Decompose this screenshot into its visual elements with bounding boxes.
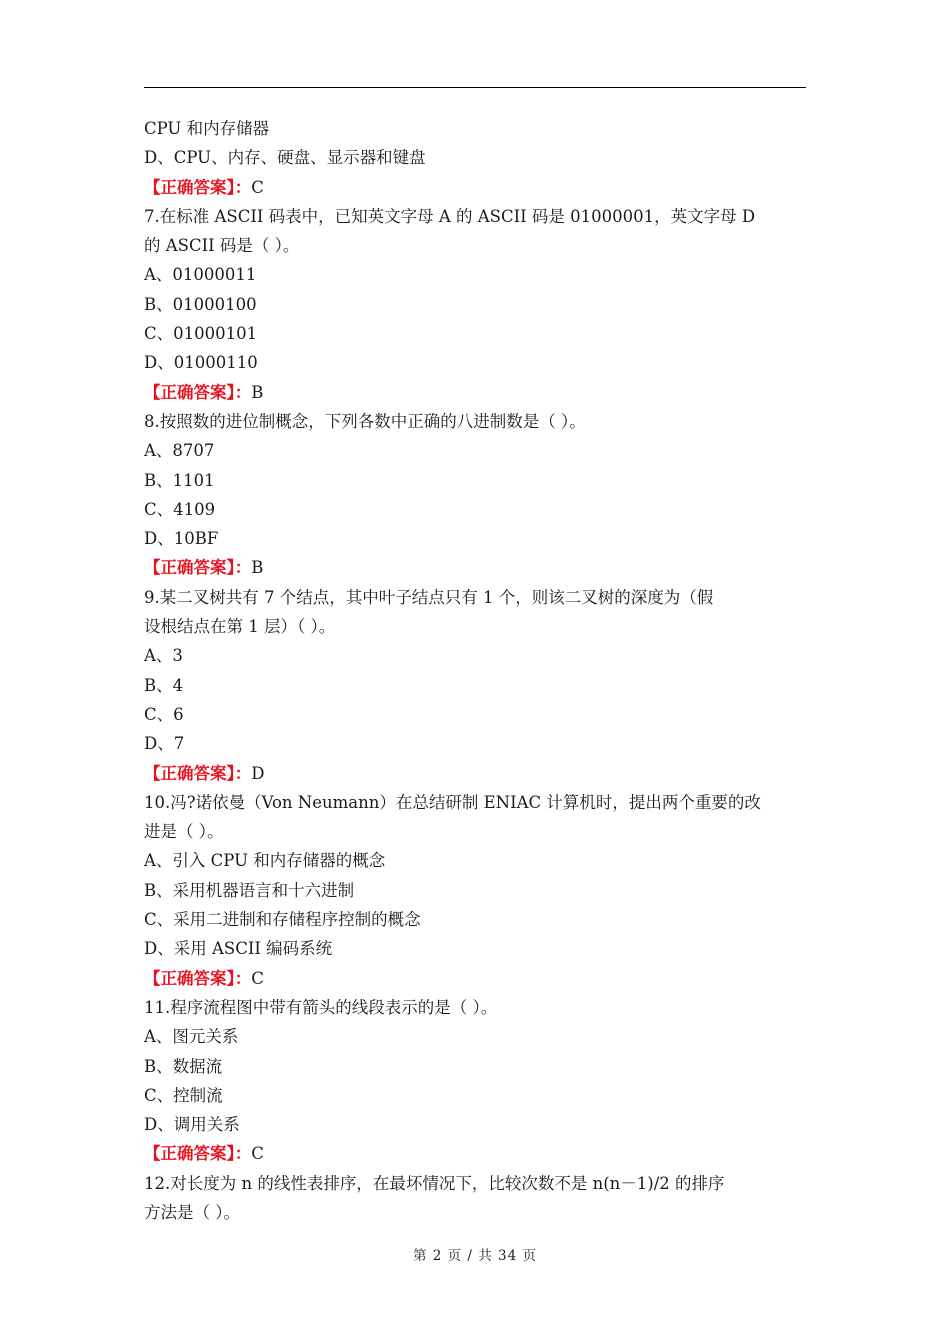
text-line: D、10BF [144,529,219,549]
answer-line [144,173,806,202]
text-line: D、CPU、内存、硬盘、显示器和键盘 [144,148,426,168]
text-line: 设根结点在第 1 层）（ ）。 [144,617,336,637]
answer-value: C [251,968,264,988]
text-line: 9.某二叉树共有 7 个结点，其中叶子结点只有 1 个，则该二叉树的深度为（假 [144,587,714,607]
document-body [144,114,806,1227]
text-line: D、调用关系 [144,1115,240,1135]
answer-value: D [251,763,265,783]
text-line: A、3 [144,646,183,666]
answer-line [144,1139,806,1168]
text-line: C、01000101 [144,324,258,344]
text-line: A、引入 CPU 和内存储器的概念 [144,851,386,871]
answer-label: 【正确答案】： [144,763,252,783]
text-line: 12.对长度为 n 的线性表排序，在最坏情况下，比较次数不是 n(n－1)/2 的排序 [144,1173,725,1193]
text-line: 方法是（ ）。 [144,1202,240,1222]
text-line: C、采用二进制和存储程序控制的概念 [144,910,421,930]
answer-label: 【正确答案】： [144,177,252,197]
answer-value: B [251,558,264,578]
text-line: 10.冯?诺依曼（Von Neumann）在总结研制 ENIAC 计算机时，提出两个重要的改 [144,792,761,812]
text-line: D、7 [144,734,185,754]
text-line: D、采用 ASCII 编码系统 [144,939,333,959]
text-line: B、数据流 [144,1056,223,1076]
answer-line [144,378,806,407]
text-line: 进是（ ）。 [144,822,224,842]
answer-label: 【正确答案】： [144,382,252,402]
answer-label: 【正确答案】： [144,558,252,578]
answer-line [144,964,806,993]
text-line: C、控制流 [144,1085,223,1105]
answer-line [144,553,806,582]
text-line: A、01000011 [144,265,257,285]
text-line: B、4 [144,675,184,695]
text-line: 8.按照数的进位制概念，下列各数中正确的八进制数是（ ）。 [144,411,586,431]
answer-line [144,759,806,788]
answer-value: C [251,177,264,197]
text-line: 的 ASCII 码是（ ）。 [144,236,300,256]
text-line: 11.程序流程图中带有箭头的线段表示的是（ ）。 [144,997,498,1017]
text-line: C、4109 [144,499,216,519]
answer-label: 【正确答案】： [144,1144,252,1164]
answer-label: 【正确答案】： [144,968,252,988]
text-line: B、1101 [144,470,215,490]
text-line: 7.在标准 ASCII 码表中，已知英文字母 A 的 ASCII 码是 01000001，英文字母 D [144,206,756,226]
text-line: A、图元关系 [144,1027,239,1047]
text-line: C、6 [144,704,184,724]
text-line: A、8707 [144,441,215,461]
text-line: CPU 和内存储器 [144,119,270,138]
answer-value: B [251,382,264,402]
text-line: B、01000100 [144,294,257,314]
header-rule [144,87,806,88]
text-line: B、采用机器语言和十六进制 [144,880,355,900]
answer-value: C [251,1144,264,1164]
page-footer: 第 2 页 / 共 34 页 [412,1248,538,1264]
text-line: D、01000110 [144,353,258,373]
